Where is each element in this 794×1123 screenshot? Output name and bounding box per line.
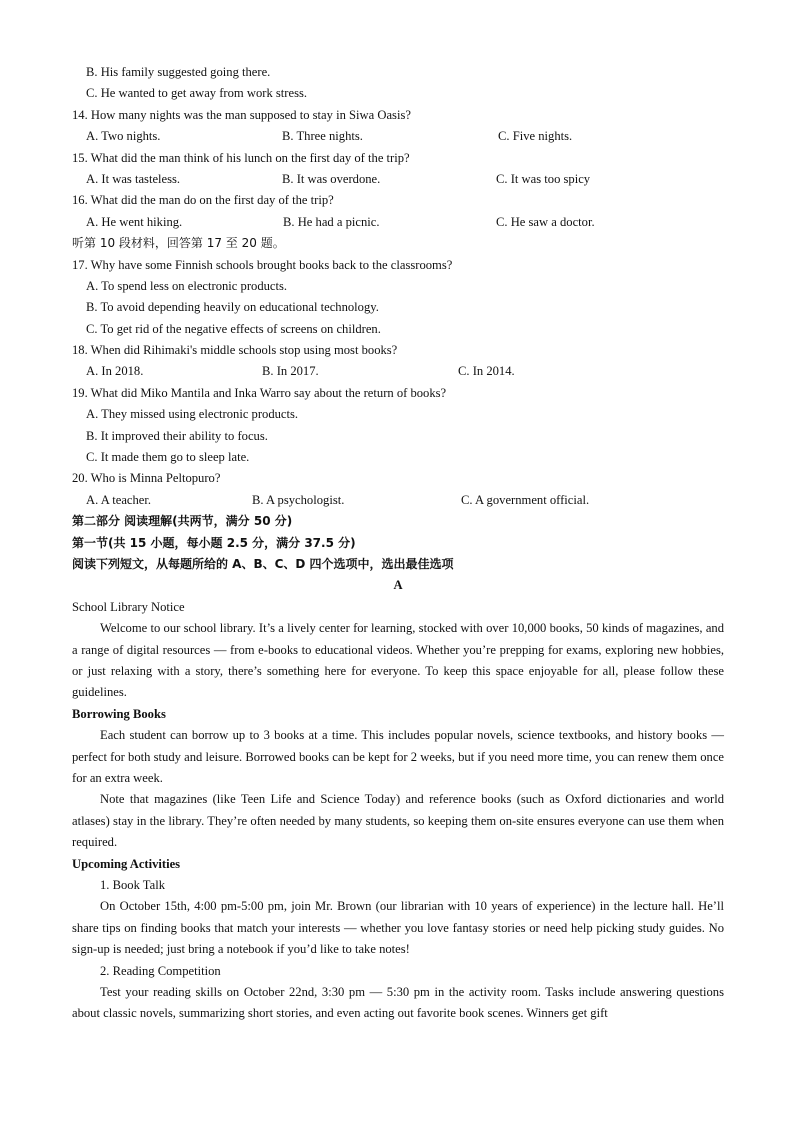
q17-stem: 17. Why have some Finnish schools brought books back to the classrooms?: [72, 257, 453, 272]
q18-option-c: C. In 2014.: [458, 364, 515, 379]
q14-option-c: C. Five nights.: [498, 129, 573, 144]
q18-option-a: A. In 2018.: [86, 364, 144, 379]
q18-stem: 18. When did Rihimaki's middle schools stop using most books?: [72, 343, 398, 358]
exam-page: [72, 62, 724, 1025]
passage-paragraph-1: Welcome to our school library. It’s a lively center for learning, stocked with over 10,000 books, 50 kinds of magazines, and a range of digital resources — from e-books to educational videos. Whether you’re prepping for exams, exploring new hobbies, or just relaxing with a story, there’s something here for everyone. To keep this space enjoyable for all, please follow these guidelines.: [72, 621, 724, 700]
q18-options: [72, 361, 724, 382]
q17-option-c: C. To get rid of the negative effects of screens on children.: [86, 321, 381, 336]
q14-stem: 14. How many nights was the man supposed to stay in Siwa Oasis?: [72, 107, 411, 122]
q15-options: [72, 169, 724, 190]
activity-2-title: 2. Reading Competition: [100, 963, 221, 978]
q16-stem: 16. What did the man do on the first day of the trip?: [72, 193, 334, 208]
passage-paragraph-5: Test your reading skills on October 22nd, 3:30 pm — 5:30 pm in the activity room. Tasks include answering questions about classic novels, summarizing short stories, and even acting out favorite book scenes. Winners get gift: [72, 985, 724, 1021]
q15-option-b: B. It was overdone.: [282, 171, 381, 186]
q20-option-b: B. A psychologist.: [252, 492, 345, 507]
q19-stem: 19. What did Miko Mantila and Inka Warro say about the return of books?: [72, 385, 447, 400]
q15-option-c: C. It was too spicy: [496, 171, 591, 186]
q19-option-a: A. They missed using electronic products.: [86, 407, 299, 422]
q15-option-a: A. It was tasteless.: [86, 171, 181, 186]
q20-option-a: A. A teacher.: [86, 492, 152, 507]
q19-option-b: B. It improved their ability to focus.: [86, 428, 268, 443]
passage-title: School Library Notice: [72, 599, 185, 614]
q16-option-b: B. He had a picnic.: [283, 214, 380, 229]
q15-stem: 15. What did the man think of his lunch on the first day of the trip?: [72, 150, 410, 165]
passage-paragraph-3: Note that magazines (like Teen Life and Science Today) and reference books (such as Oxford dictionaries and world atlases) stay in the library. They’re often needed by many students, so keeping them on-site ensures everyone can use them when required.: [72, 792, 724, 850]
q17-option-a: A. To spend less on electronic products.: [86, 278, 288, 293]
activity-1-title: 1. Book Talk: [100, 878, 166, 893]
q13-option-b: B. His family suggested going there.: [86, 65, 271, 79]
q14-option-a: A. Two nights.: [86, 129, 161, 144]
q20-options: [72, 490, 724, 511]
q16-options: [72, 212, 724, 233]
q14-options: [72, 126, 724, 147]
q13-option-c: C. He wanted to get away from work stress.: [86, 86, 308, 101]
passage-paragraph-4: On October 15th, 4:00 pm-5:00 pm, join Mr. Brown (our librarian with 10 years of experience) in the lecture hall. He’ll share tips on finding books that match your interests — whether you love fantasy stories or need help picking study guides. No sign-up is needed; just bring a notebook if you’d like to take notes!: [72, 899, 724, 957]
part2-title: 第二部分 阅读理解(共两节，满分 50 分): [72, 514, 293, 529]
part2-instruction: 阅读下列短文，从每题所给的 A、B、C、D 四个选项中，选出最佳选项: [72, 556, 454, 571]
q16-option-c: C. He saw a doctor.: [496, 214, 595, 229]
q18-option-b: B. In 2017.: [262, 364, 319, 379]
q19-option-c: C. It made them go to sleep late.: [86, 450, 250, 465]
passage-paragraph-2: Each student can borrow up to 3 books at a time. This includes popular novels, science textbooks, and history books — perfect for both study and leisure. Borrowed books can be kept for 2 weeks, but if you need more time, you can renew them once for an extra week.: [72, 728, 724, 785]
q17-option-b: B. To avoid depending heavily on educational technology.: [86, 300, 379, 315]
q20-option-c: C. A government official.: [461, 492, 590, 507]
passage-label: A: [393, 578, 403, 593]
q20-stem: 20. Who is Minna Peltopuro?: [72, 471, 221, 486]
q16-option-a: A. He went hiking.: [86, 214, 183, 229]
section-heading-activities: Upcoming Activities: [72, 856, 181, 871]
section-10-instruction: 听第 10 段材料，回答第 17 至 20 题。: [72, 236, 285, 251]
part2-section1: 第一节(共 15 小题，每小题 2.5 分，满分 37.5 分): [72, 535, 356, 550]
section-heading-borrowing: Borrowing Books: [72, 706, 166, 721]
q14-option-b: B. Three nights.: [282, 129, 363, 144]
